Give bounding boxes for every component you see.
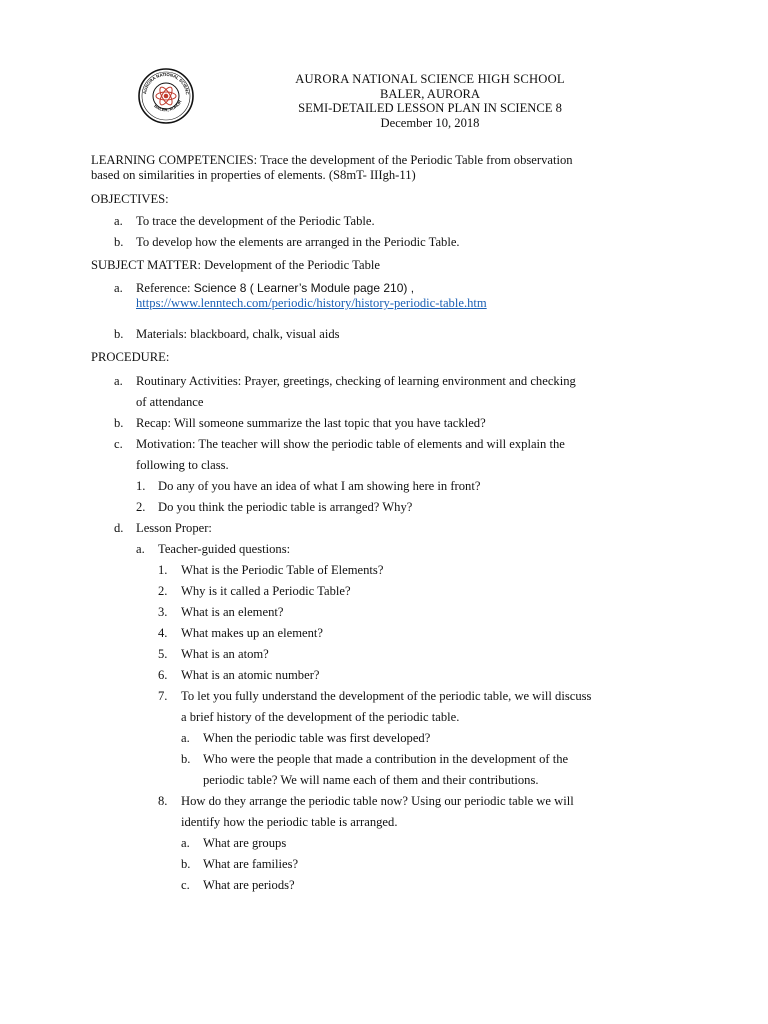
guided-question: What is an element?: [181, 605, 284, 619]
list-marker: a.: [114, 214, 123, 228]
list-marker: b.: [181, 752, 191, 766]
guided-question: What makes up an element?: [181, 626, 323, 640]
motivation-line1: Motivation: The teacher will show the periodic table of elements and will explain the: [136, 437, 565, 451]
motivation-question: Do any of you have an idea of what I am showing here in front?: [158, 479, 481, 493]
recap-line: Recap: Will someone summarize the last topic that you have tackled?: [136, 416, 486, 430]
list-marker: 5.: [158, 647, 168, 661]
list-marker: b.: [114, 235, 124, 249]
list-marker: 8.: [158, 794, 168, 808]
lesson-date: December 10, 2018: [380, 115, 480, 130]
list-marker: 1.: [136, 479, 146, 493]
learning-competencies-line1: LEARNING COMPETENCIES: Trace the development of the Periodic Table from observation: [91, 153, 573, 167]
sub-question: What are periods?: [203, 878, 295, 892]
list-marker: a.: [136, 542, 145, 556]
sub-question-line1: Who were the people that made a contribution in the development of the: [203, 752, 569, 766]
reference-text: Science 8 ( Learner’s Module page 210) ,: [193, 281, 415, 295]
procedure-heading: PROCEDURE:: [91, 350, 170, 364]
document-header: [200, 72, 660, 130]
sub-question: What are families?: [203, 857, 299, 871]
subject-matter-heading: SUBJECT MATTER: Development of the Periodic Table: [91, 258, 380, 272]
routinary-activities-line2: of attendance: [136, 395, 204, 409]
list-marker: b.: [114, 327, 124, 341]
guided-question-8-line1: How do they arrange the periodic table now? Using our periodic table we will: [181, 794, 574, 808]
svg-text:AURORA NATIONAL SCIENCE HIGH S: AURORA NATIONAL SCIENC: [142, 71, 190, 95]
guided-question-7-line1: To let you fully understand the development of the periodic table, we will discuss: [181, 689, 592, 703]
routinary-activities-line1: Routinary Activities: Prayer, greetings, checking of learning environment and checking: [136, 374, 576, 388]
list-marker: 7.: [158, 689, 168, 703]
list-marker: 1.: [158, 563, 168, 577]
list-marker: b.: [114, 416, 124, 430]
guided-question: Why is it called a Periodic Table?: [181, 584, 351, 598]
teacher-guided-heading: Teacher-guided questions:: [158, 542, 291, 556]
school-location: BALER, AURORA: [379, 86, 481, 101]
motivation-question: Do you think the periodic table is arranged? Why?: [158, 500, 413, 514]
school-name: AURORA NATIONAL SCIENCE HIGH SCHOOL: [295, 72, 565, 86]
motivation-line2: following to class.: [136, 458, 229, 472]
list-marker: c.: [181, 878, 190, 892]
list-marker: 3.: [158, 605, 168, 619]
objective-item: To trace the development of the Periodic Table.: [136, 214, 375, 228]
svg-text:BALER, AURORA: BALER, AUROR: [153, 99, 183, 113]
lesson-plan-title: SEMI-DETAILED LESSON PLAN IN SCIENCE 8: [298, 101, 562, 115]
list-marker: 2.: [158, 584, 168, 598]
learning-competencies-line2: based on similarities in properties of elements. (S8mT- IIIgh-11): [91, 168, 416, 182]
objectives-heading: OBJECTIVES:: [91, 192, 169, 206]
list-marker: 2.: [136, 500, 146, 514]
list-marker: 4.: [158, 626, 168, 640]
objective-item: To develop how the elements are arranged in the Periodic Table.: [136, 235, 460, 249]
list-marker: a.: [181, 731, 190, 745]
reference-link[interactable]: https://www.lenntech.com/periodic/history/history-periodic-table.htm: [136, 296, 487, 310]
list-marker: b.: [181, 857, 191, 871]
list-marker: a.: [114, 374, 123, 388]
list-marker: 6.: [158, 668, 168, 682]
guided-question: What is an atomic number?: [181, 668, 320, 682]
guided-question-7-line2: a brief history of the development of the periodic table.: [181, 710, 460, 724]
sub-question: What are groups: [203, 836, 287, 850]
reference-line: [136, 281, 414, 296]
materials-line: Materials: blackboard, chalk, visual aids: [136, 327, 340, 341]
sub-question-line2: periodic table? We will name each of them and their contributions.: [203, 773, 539, 787]
guided-question: What is the Periodic Table of Elements?: [181, 563, 384, 577]
lesson-proper-heading: Lesson Proper:: [136, 521, 212, 535]
list-marker: c.: [114, 437, 123, 451]
guided-question-8-line2: identify how the periodic table is arranged.: [181, 815, 398, 829]
reference-label: Reference:: [136, 281, 194, 295]
guided-question: What is an atom?: [181, 647, 269, 661]
list-marker: a.: [114, 281, 123, 295]
list-marker: a.: [181, 836, 190, 850]
sub-question: When the periodic table was first developed?: [203, 731, 431, 745]
list-marker: d.: [114, 521, 124, 535]
